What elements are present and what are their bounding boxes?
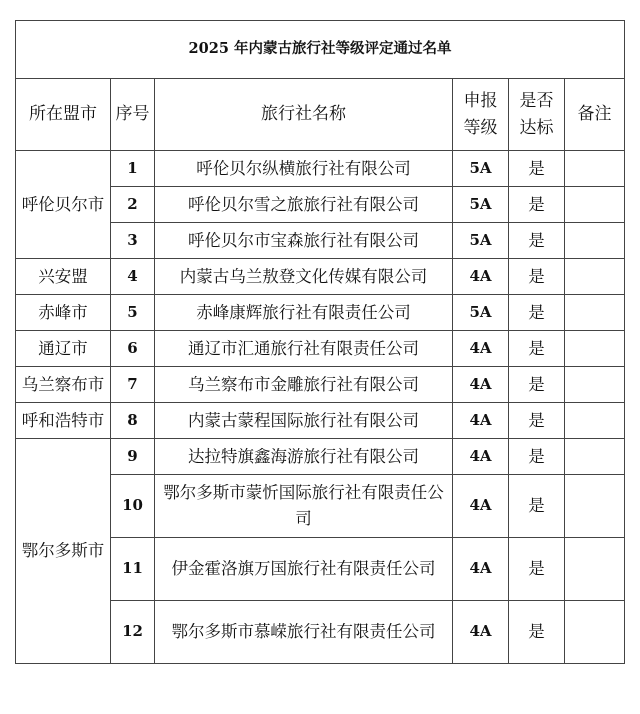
- agency-name-cell: 呼伦贝尔纵横旅行社有限公司: [155, 151, 453, 187]
- seq-cell: 5: [111, 295, 155, 331]
- result-cell: 是: [509, 367, 565, 403]
- agency-name-cell: 赤峰康辉旅行社有限责任公司: [155, 295, 453, 331]
- level-cell: 4A: [453, 475, 509, 538]
- seq-cell: 4: [111, 259, 155, 295]
- seq-cell: 7: [111, 367, 155, 403]
- level-cell: 4A: [453, 367, 509, 403]
- region-cell: 赤峰市: [16, 295, 111, 331]
- agency-name-cell: 达拉特旗鑫海游旅行社有限公司: [155, 439, 453, 475]
- agency-name-cell: 乌兰察布市金雕旅行社有限公司: [155, 367, 453, 403]
- result-cell: 是: [509, 151, 565, 187]
- agency-name-cell: 通辽市汇通旅行社有限责任公司: [155, 331, 453, 367]
- region-cell: 鄂尔多斯市: [16, 439, 111, 664]
- agency-name-cell: 呼伦贝尔市宝森旅行社有限公司: [155, 223, 453, 259]
- level-cell: 4A: [453, 601, 509, 664]
- result-cell: 是: [509, 538, 565, 601]
- seq-cell: 6: [111, 331, 155, 367]
- region-cell: 通辽市: [16, 331, 111, 367]
- note-cell: [565, 331, 625, 367]
- seq-cell: 3: [111, 223, 155, 259]
- result-cell: 是: [509, 601, 565, 664]
- header-note: 备注: [565, 79, 625, 151]
- header-name: 旅行社名称: [155, 79, 453, 151]
- header-row: [16, 79, 625, 151]
- result-cell: 是: [509, 331, 565, 367]
- result-cell: 是: [509, 475, 565, 538]
- seq-cell: 12: [111, 601, 155, 664]
- level-cell: 5A: [453, 151, 509, 187]
- agency-name-cell: 内蒙古蒙程国际旅行社有限公司: [155, 403, 453, 439]
- table-row: [16, 439, 625, 475]
- table-row: [16, 259, 625, 295]
- agency-name-cell: 内蒙古乌兰敖登文化传媒有限公司: [155, 259, 453, 295]
- header-result: 是否达标: [509, 79, 565, 151]
- result-cell: 是: [509, 187, 565, 223]
- seq-cell: 2: [111, 187, 155, 223]
- level-cell: 4A: [453, 439, 509, 475]
- level-cell: 5A: [453, 295, 509, 331]
- region-cell: 兴安盟: [16, 259, 111, 295]
- note-cell: [565, 403, 625, 439]
- table-row: [16, 295, 625, 331]
- note-cell: [565, 367, 625, 403]
- agency-name-cell: 伊金霍洛旗万国旅行社有限责任公司: [155, 538, 453, 601]
- seq-cell: 8: [111, 403, 155, 439]
- agency-name-cell: 呼伦贝尔雪之旅旅行社有限公司: [155, 187, 453, 223]
- note-cell: [565, 475, 625, 538]
- note-cell: [565, 538, 625, 601]
- region-cell: 乌兰察布市: [16, 367, 111, 403]
- result-cell: 是: [509, 439, 565, 475]
- level-cell: 4A: [453, 538, 509, 601]
- table-row: [16, 403, 625, 439]
- agency-name-cell: 鄂尔多斯市蒙忻国际旅行社有限责任公司: [155, 475, 453, 538]
- result-cell: 是: [509, 259, 565, 295]
- agency-name-cell: 鄂尔多斯市慕嵘旅行社有限责任公司: [155, 601, 453, 664]
- header-level: 申报等级: [453, 79, 509, 151]
- level-cell: 5A: [453, 187, 509, 223]
- region-cell: 呼伦贝尔市: [16, 151, 111, 259]
- title-row: [16, 21, 625, 79]
- table-row: [16, 367, 625, 403]
- level-cell: 4A: [453, 331, 509, 367]
- seq-cell: 1: [111, 151, 155, 187]
- result-cell: 是: [509, 403, 565, 439]
- seq-cell: 10: [111, 475, 155, 538]
- result-cell: 是: [509, 295, 565, 331]
- approval-list-table: [15, 20, 625, 664]
- note-cell: [565, 601, 625, 664]
- note-cell: [565, 223, 625, 259]
- table-row: [16, 151, 625, 187]
- level-cell: 4A: [453, 403, 509, 439]
- header-seq: 序号: [111, 79, 155, 151]
- seq-cell: 11: [111, 538, 155, 601]
- level-cell: 5A: [453, 223, 509, 259]
- note-cell: [565, 151, 625, 187]
- note-cell: [565, 187, 625, 223]
- document-title: 2025 年内蒙古旅行社等级评定通过名单: [16, 21, 625, 79]
- region-cell: 呼和浩特市: [16, 403, 111, 439]
- header-league: 所在盟市: [16, 79, 111, 151]
- result-cell: 是: [509, 223, 565, 259]
- note-cell: [565, 439, 625, 475]
- seq-cell: 9: [111, 439, 155, 475]
- note-cell: [565, 259, 625, 295]
- table-row: [16, 331, 625, 367]
- note-cell: [565, 295, 625, 331]
- level-cell: 4A: [453, 259, 509, 295]
